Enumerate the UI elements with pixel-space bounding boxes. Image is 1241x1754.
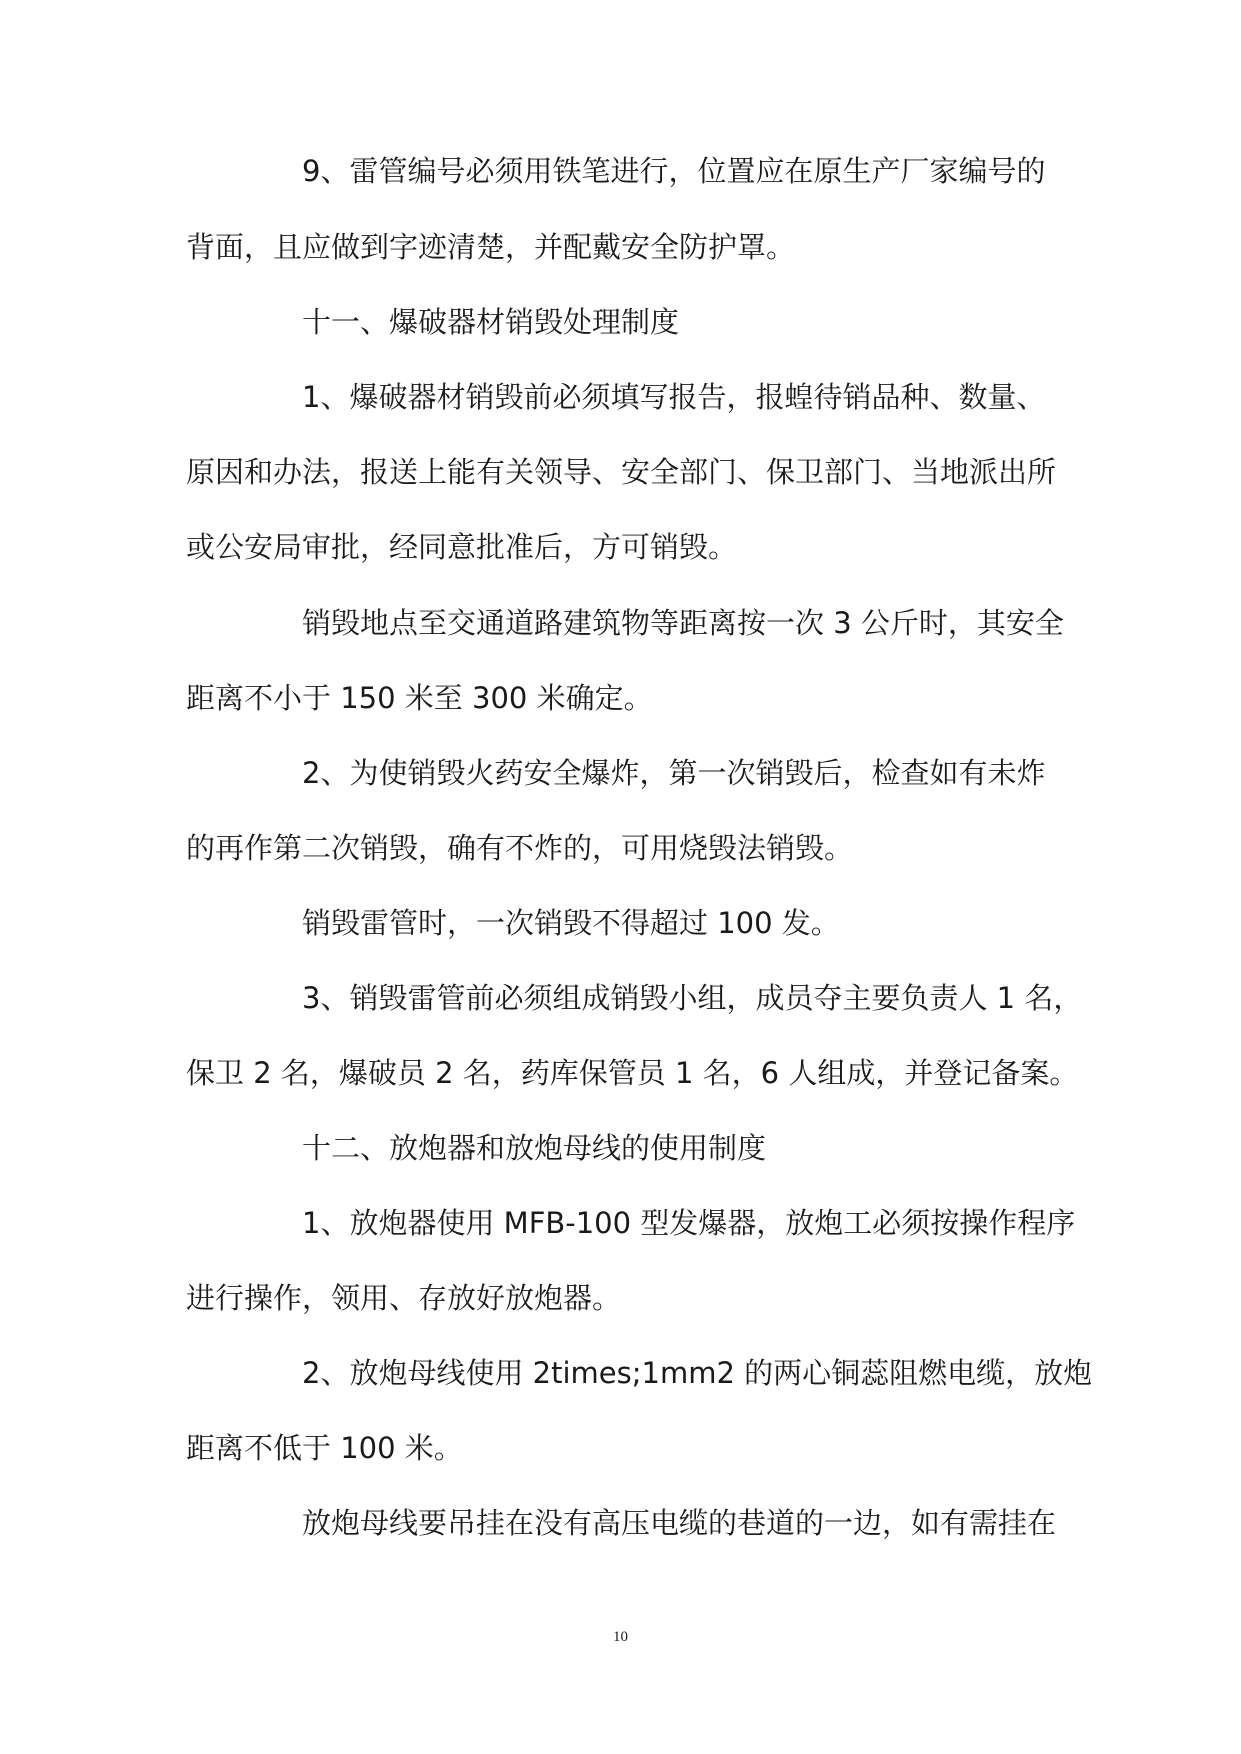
text-line: 1、放炮器使用 MFB-100 型发爆器，放炮工必须按操作程序 — [302, 1206, 1076, 1240]
text-line: 进行操作，领用、存放好放炮器。 — [186, 1281, 622, 1315]
text-line: 或公安局审批，经同意批准后，方可销毁。 — [186, 530, 738, 564]
text-line: 的再作第二次销毁，确有不炸的，可用烧毁法销毁。 — [186, 831, 854, 865]
text-line: 原因和办法，报送上能有关领导、安全部门、保卫部门、当地派出所 — [186, 455, 1057, 489]
text-line: 背面，且应做到字迹清楚，并配戴安全防护罩。 — [186, 230, 796, 264]
text-line: 销毁雷管时，一次销毁不得超过 100 发。 — [302, 906, 840, 940]
text-line: 放炮母线要吊挂在没有高压电缆的巷道的一边，如有需挂在 — [302, 1506, 1057, 1540]
text-line: 保卫 2 名，爆破员 2 名，药库保管员 1 名，6 人组成，并登记备案。 — [186, 1056, 1079, 1090]
text-line: 1、爆破器材销毁前必须填写报告，报蝗待销品种、数量、 — [302, 380, 1046, 414]
text-line: 2、为使销毁火药安全爆炸，第一次销毁后，检查如有未炸 — [302, 756, 1046, 790]
text-line: 销毁地点至交通道路建筑物等距离按一次 3 公斤时，其安全 — [302, 606, 1064, 640]
text-line: 9、雷管编号必须用铁笔进行，位置应在原生产厂家编号的 — [302, 154, 1046, 188]
text-line: 距离不小于 150 米至 300 米确定。 — [186, 681, 653, 715]
page-number: 10 — [613, 1629, 628, 1645]
section-heading: 十一、爆破器材销毁处理制度 — [302, 305, 680, 339]
text-line: 2、放炮母线使用 2times;1mm2 的两心铜蕊阻燃电缆，放炮 — [302, 1356, 1093, 1390]
text-line: 距离不低于 100 米。 — [186, 1431, 463, 1465]
section-heading: 十二、放炮器和放炮母线的使用制度 — [302, 1131, 767, 1165]
text-line: 3、销毁雷管前必须组成销毁小组，成员夺主要负责人 1 名， — [302, 981, 1083, 1015]
